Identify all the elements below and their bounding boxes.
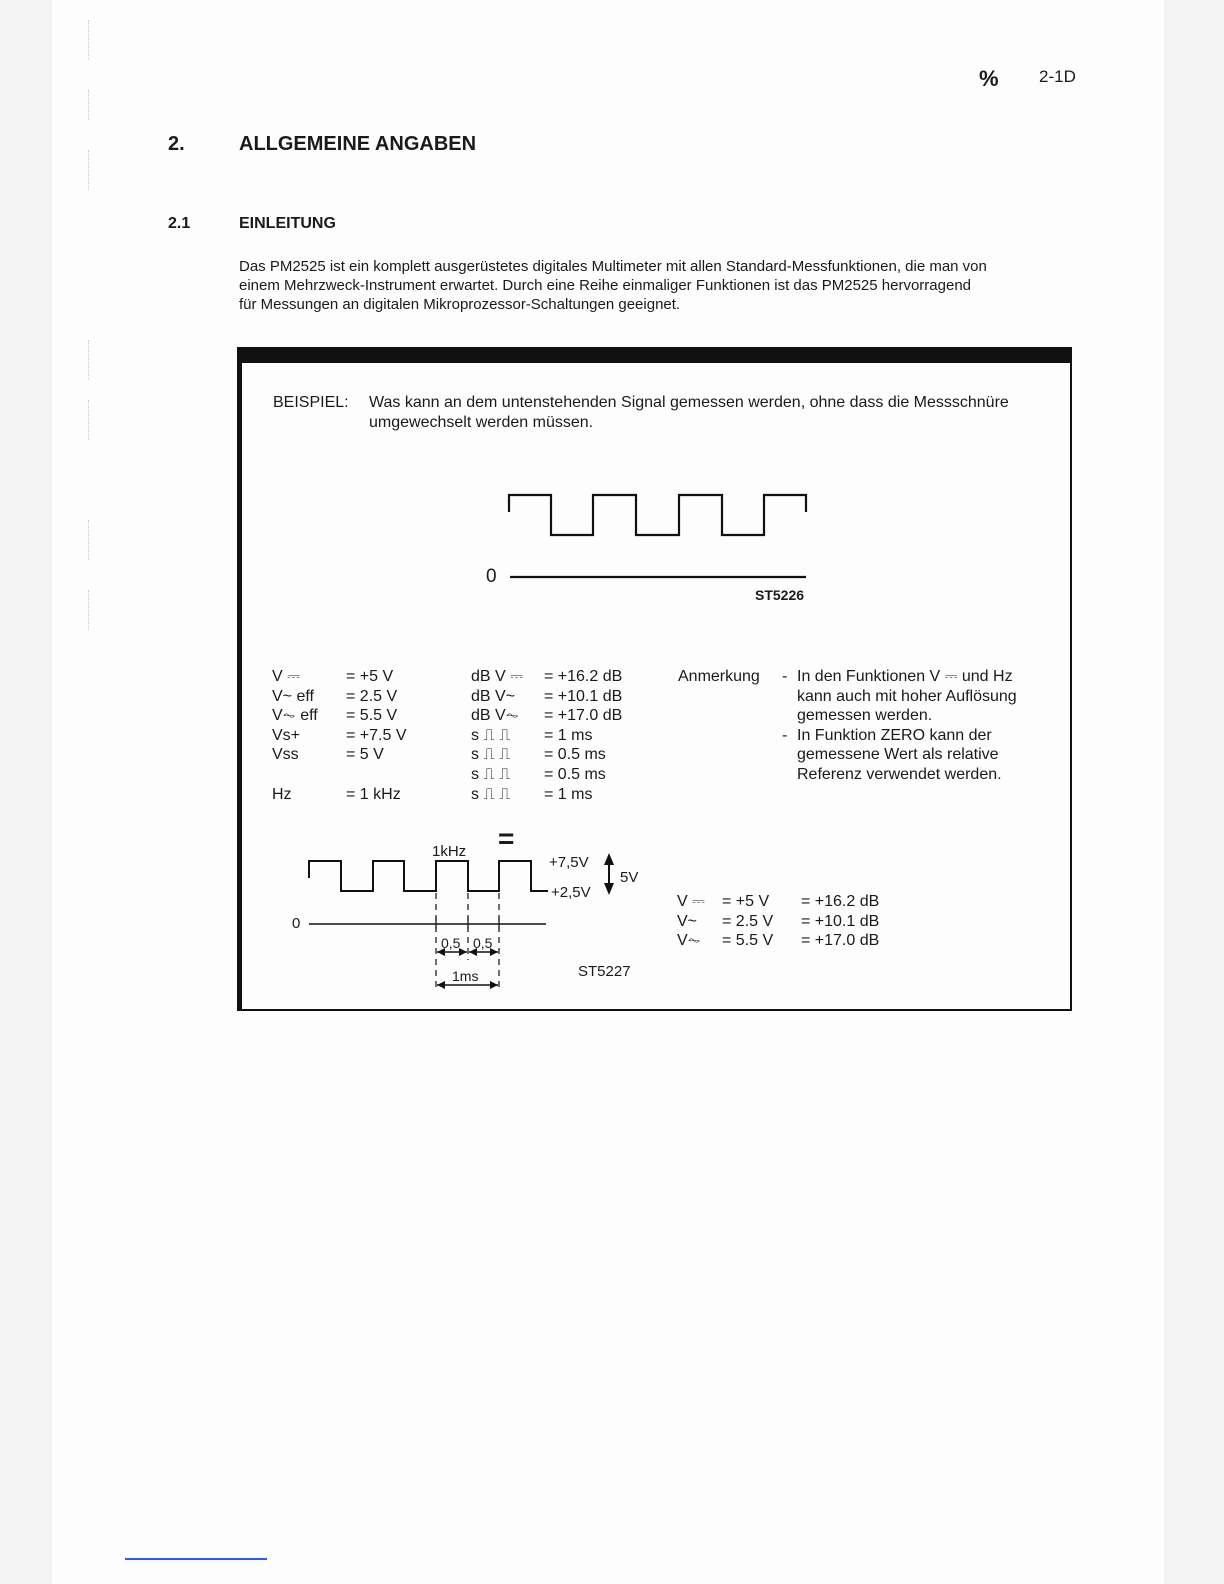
quantity-name: s ⎍ ⎍	[471, 785, 511, 803]
note-line: In Funktion ZERO kann der	[797, 726, 992, 744]
quantity-value: = 0.5 ms	[544, 746, 606, 764]
quantity-value: = +5 V	[346, 668, 394, 685]
quantity-name: dB V ⎓	[471, 668, 523, 685]
summary-db-value: = +16.2 dB	[801, 893, 880, 910]
subsection-title: EINLEITUNG	[239, 215, 336, 232]
note-line: gemessene Wert als relative	[797, 746, 999, 764]
example-label: BEISPIEL:	[273, 394, 349, 411]
summary-name: V ⎓	[677, 893, 705, 910]
page-symbol: %	[979, 66, 999, 91]
quantity-name: Hz	[272, 785, 292, 803]
quantity-value: = +16.2 dB	[544, 668, 623, 685]
quantity-value	[346, 765, 407, 785]
arrow-head	[437, 981, 445, 989]
summary-name: V~	[677, 912, 698, 930]
quantity-value: = 0.5 ms	[544, 765, 606, 783]
arrow-head	[604, 853, 614, 865]
quantity-name: s ⎍ ⎍	[471, 746, 511, 764]
summary-volt: = +5 V	[722, 893, 770, 910]
quantity-value: = +7.5 V	[346, 726, 407, 744]
quantity-value: = +10.1 dB	[544, 687, 623, 705]
summary-db	[801, 892, 879, 951]
quantity-value: = +17.0 dB	[544, 707, 623, 725]
quantity-name: dB V⏦	[471, 707, 519, 725]
quantity-name: V⏦ eff	[272, 707, 318, 725]
intro-line: einem Mehrzweck-Instrument erwartet. Durch eine Reihe einmaliger Funktionen ist das PM2525 hervorragend	[239, 277, 972, 294]
values-col2-names	[471, 667, 523, 804]
figure2-half-left-label: 0,5	[441, 935, 461, 951]
summary-names	[677, 892, 705, 951]
quantity-name	[272, 765, 318, 785]
quantity-value: = 1 ms	[544, 785, 593, 803]
summary-db-value: = +17.0 dB	[801, 932, 880, 950]
figure2-freq-label: 1kHz	[432, 843, 467, 860]
note-text	[797, 667, 1017, 785]
note-label: Anmerkung	[678, 668, 760, 685]
quantity-value: = 5.5 V	[346, 707, 398, 725]
scan-artifact-line	[125, 1558, 267, 1560]
note-line: In den Funktionen V ⎓ und Hz	[797, 668, 1013, 685]
intro-line: Das PM2525 ist ein komplett ausgerüstetes digitales Multimeter mit allen Standard-Messfunktionen, die man von	[239, 258, 987, 275]
figure2-half-right-label: 0,5	[473, 935, 493, 951]
quantity-value: = 1 kHz	[346, 785, 401, 803]
quantity-name: dB V~	[471, 687, 516, 705]
arrow-head	[604, 883, 614, 895]
summary-volt: = 2.5 V	[722, 912, 774, 930]
quantity-name: V~ eff	[272, 687, 314, 705]
figure2-high-label: +7,5V	[549, 854, 589, 871]
note-line: gemessen werden.	[797, 707, 933, 725]
figure2-code: ST5227	[578, 963, 631, 980]
note-bullet: -	[782, 727, 788, 744]
example-question: umgewechselt werden müssen.	[369, 414, 594, 431]
square-wave-2	[309, 861, 548, 891]
section-number: 2.	[168, 133, 185, 155]
values-col1-values	[346, 667, 407, 804]
note-bullet: -	[782, 668, 788, 685]
quantity-name: s ⎍ ⎍	[471, 726, 511, 744]
square-wave-1	[509, 495, 806, 535]
quantity-name: Vss	[272, 746, 299, 764]
intro-line: für Messungen an digitalen Mikroprozessor-Schaltungen geeignet.	[239, 296, 681, 313]
page-number: 2-1D	[1039, 67, 1076, 86]
values-col1-names	[272, 667, 318, 804]
summary-db-value: = +10.1 dB	[801, 912, 880, 930]
quantity-name: s ⎍ ⎍	[471, 765, 511, 783]
arrow-head	[490, 981, 498, 989]
figure1-code: ST5226	[755, 587, 805, 603]
section-title: ALLGEMEINE ANGABEN	[239, 133, 477, 155]
figure1-zero-label: 0	[486, 566, 497, 587]
subsection-number: 2.1	[168, 215, 191, 232]
quantity-value: = 5 V	[346, 746, 384, 764]
figure2-dc-mark: =	[498, 823, 515, 854]
quantity-value: = 1 ms	[544, 726, 593, 744]
quantity-value: = 2.5 V	[346, 687, 398, 705]
example-question: Was kann an dem untenstehenden Signal gemessen werden, ohne dass die Messschnüre	[369, 394, 1009, 411]
summary-volts	[722, 892, 773, 951]
figure2-period-label: 1ms	[452, 968, 479, 984]
quantity-name: V ⎓	[272, 668, 300, 685]
figure2-low-label: +2,5V	[551, 884, 591, 901]
summary-name: V⏦	[677, 932, 701, 950]
values-col2-values	[544, 667, 622, 804]
note-line: Referenz verwendet werden.	[797, 765, 1002, 783]
figure2-zero-label: 0	[292, 915, 301, 932]
note-line: kann auch mit hoher Auflösung	[797, 687, 1017, 705]
quantity-name: Vs+	[272, 726, 301, 744]
summary-volt: = 5.5 V	[722, 932, 774, 950]
figure2-amplitude-label: 5V	[620, 869, 639, 886]
